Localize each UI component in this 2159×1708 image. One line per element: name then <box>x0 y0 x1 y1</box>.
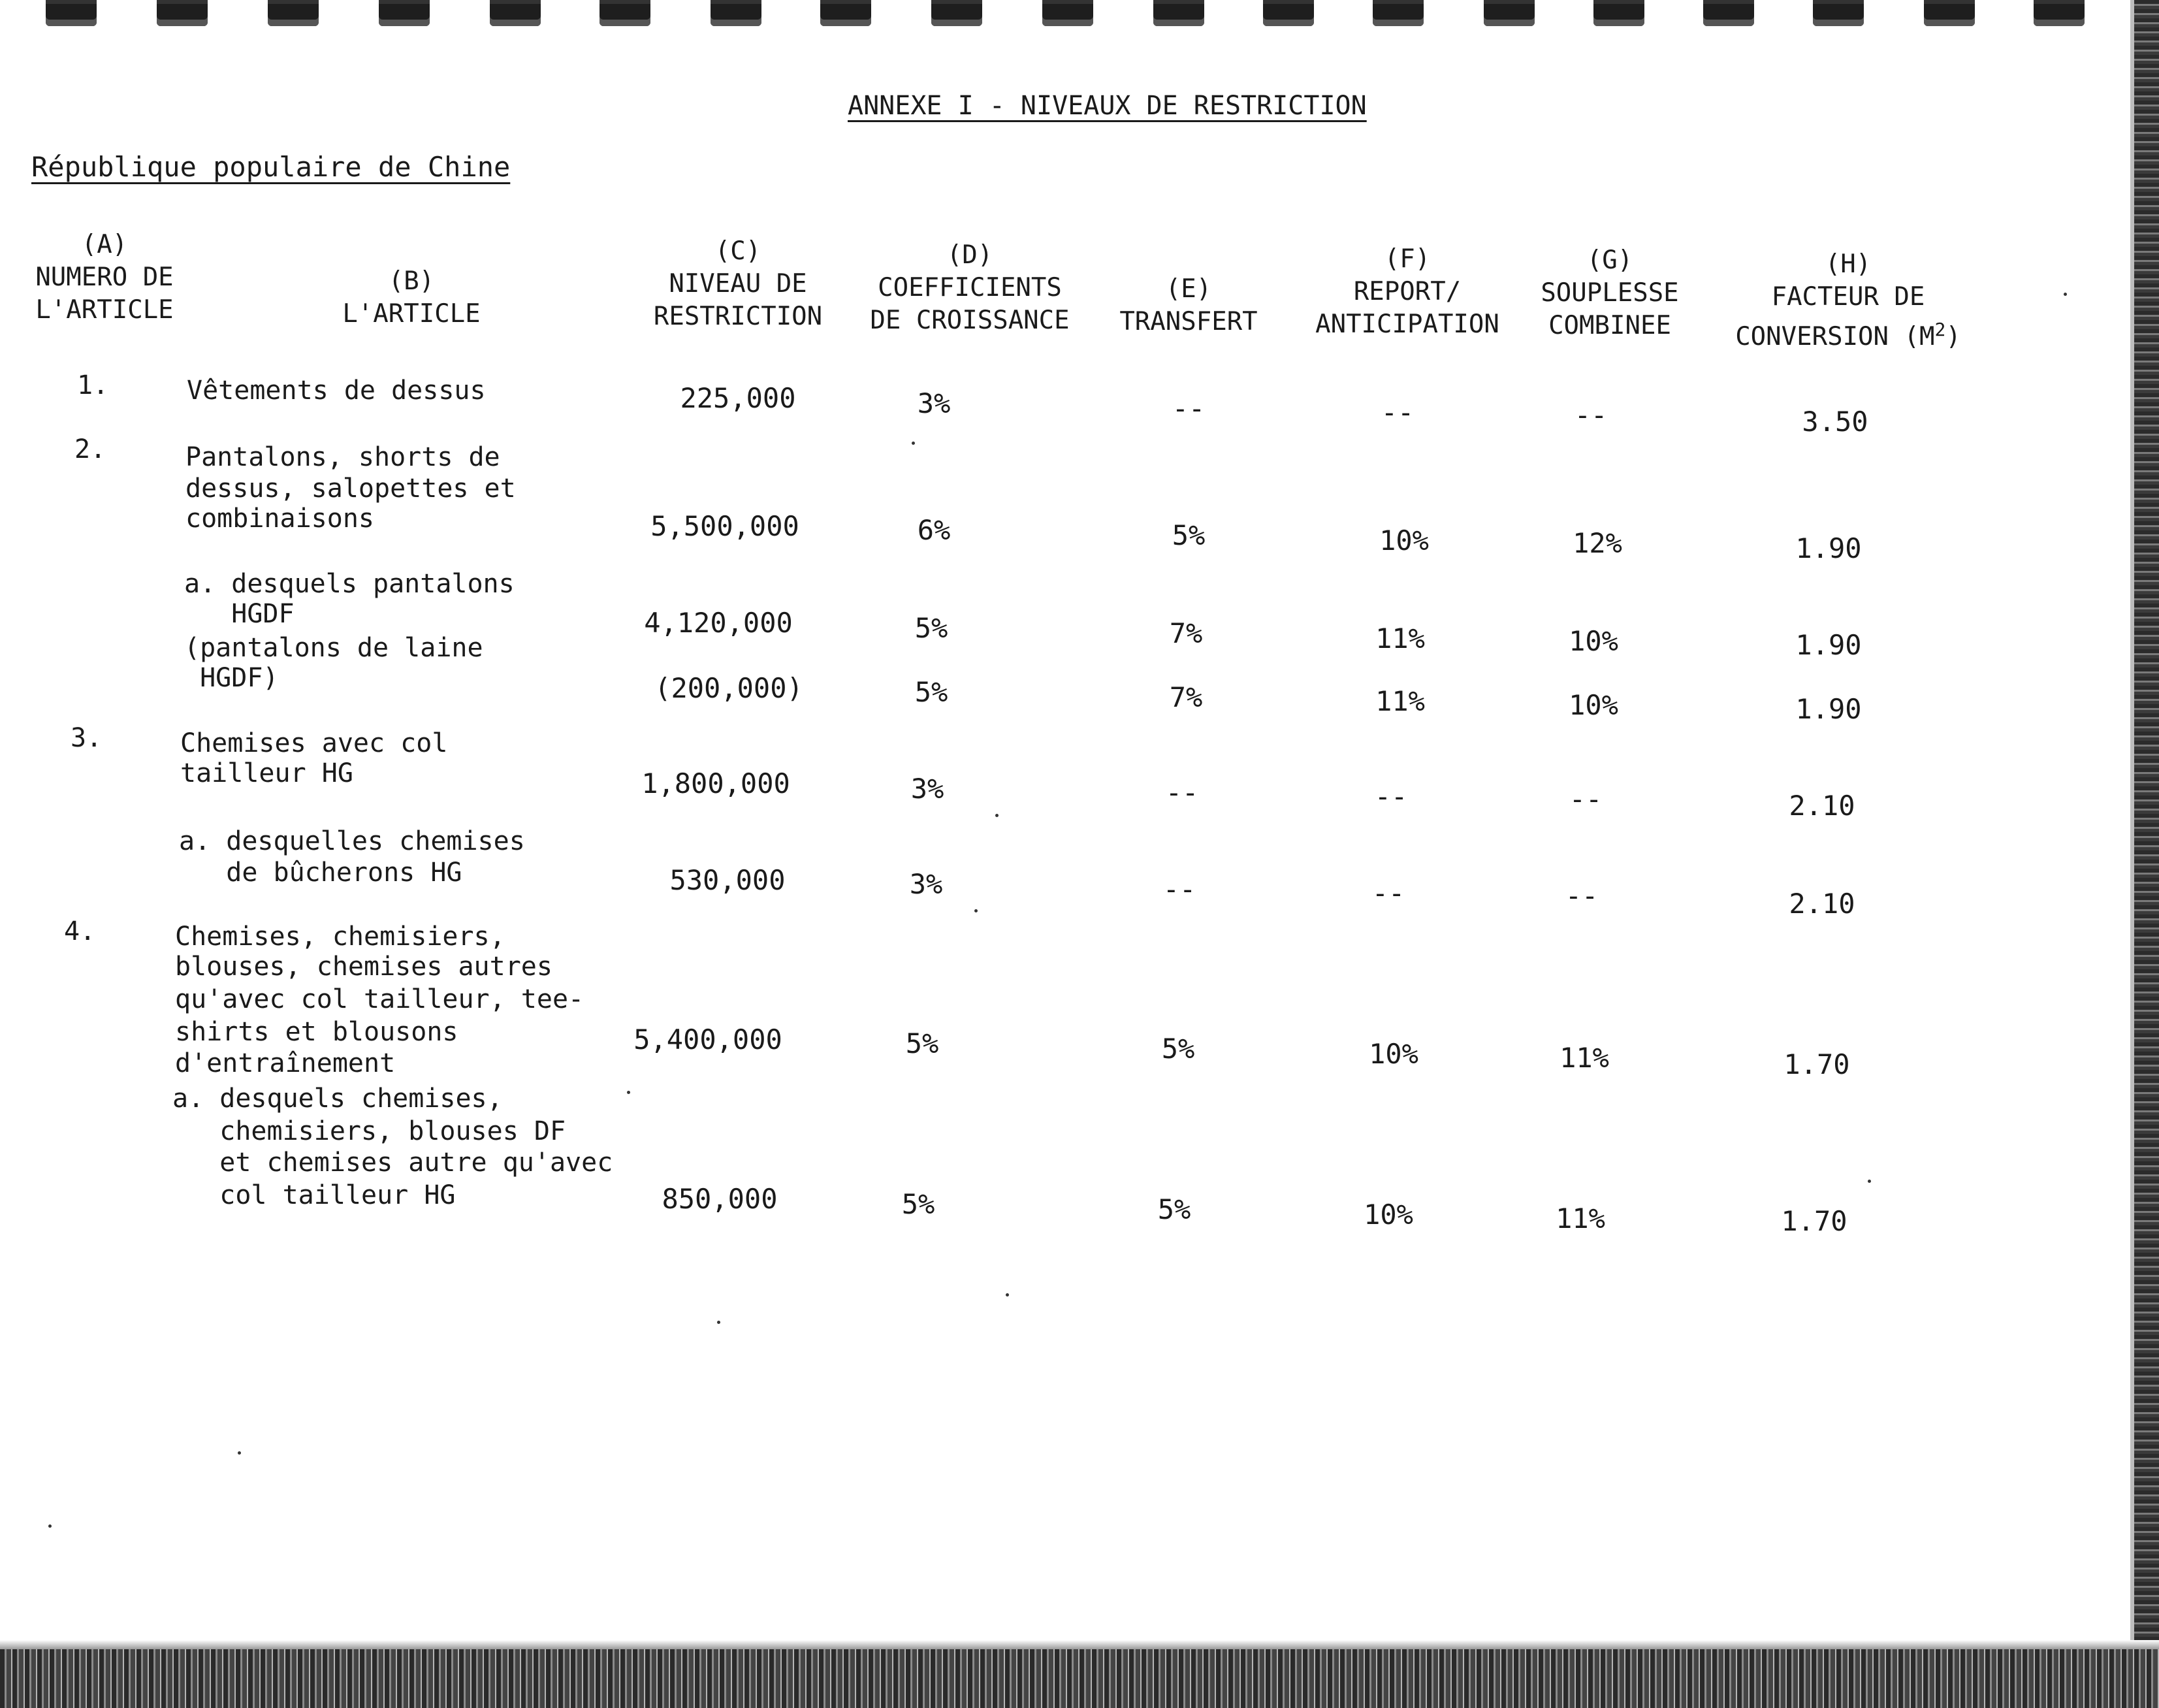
row-1-c: 225,000 <box>680 382 796 414</box>
header-d-code: (D) <box>946 240 993 270</box>
header-b <box>300 265 522 330</box>
row-4a-d: 5% <box>901 1188 935 1220</box>
row-1-g: -- <box>1574 399 1608 431</box>
row-1-h: 3.50 <box>1802 406 1868 438</box>
row-2b-h: 1.90 <box>1795 693 1862 725</box>
row-4a-g: 11% <box>1556 1202 1605 1234</box>
row-1-f: -- <box>1381 396 1415 428</box>
row-4a-e: 5% <box>1157 1193 1191 1225</box>
row-4-c: 5,400,000 <box>633 1023 782 1055</box>
header-f <box>1300 243 1515 341</box>
header-e <box>1104 273 1273 338</box>
row-4-f: 10% <box>1369 1038 1418 1070</box>
row-2b-desc-line: HGDF) <box>184 663 279 693</box>
row-3-h: 2.10 <box>1789 790 1855 822</box>
row-3a-h: 2.10 <box>1789 888 1855 920</box>
header-d-label: COEFFICIENTS <box>878 273 1062 302</box>
row-4-g: 11% <box>1559 1042 1609 1074</box>
header-c-label: RESTRICTION <box>653 302 823 331</box>
scan-speck <box>1006 1293 1009 1297</box>
header-g-label: COMBINEE <box>1548 311 1671 340</box>
row-3a-g: -- <box>1565 880 1599 912</box>
row-4a-desc-line: a. desquels chemises, <box>172 1084 503 1114</box>
row-4a-f: 10% <box>1364 1199 1413 1231</box>
row-4-desc-line: Chemises, chemisiers, <box>175 922 505 952</box>
row-4-d: 5% <box>905 1027 939 1059</box>
header-f-code: (F) <box>1384 244 1431 274</box>
row-2b-g: 10% <box>1569 689 1618 721</box>
scan-right-border <box>2134 0 2159 1646</box>
row-3a-e: -- <box>1162 873 1196 905</box>
row-2-desc-line: dessus, salopettes et <box>185 474 516 504</box>
row-4a-h: 1.70 <box>1781 1205 1847 1237</box>
row-3-number: 3. <box>71 723 103 753</box>
row-2-desc-line: Pantalons, shorts de <box>185 442 500 472</box>
header-c-label: NIVEAU DE <box>669 269 807 298</box>
row-4-desc-line: d'entraînement <box>175 1048 396 1078</box>
header-g-code: (G) <box>1586 246 1633 275</box>
row-2-d: 6% <box>917 514 951 546</box>
row-4-number: 4. <box>64 916 96 946</box>
row-2-h: 1.90 <box>1795 532 1862 564</box>
spiral-binding <box>0 0 2109 29</box>
header-e-code: (E) <box>1165 274 1212 304</box>
row-2a-e: 7% <box>1169 617 1203 649</box>
row-1-number: 1. <box>77 370 109 400</box>
row-3-e: -- <box>1165 777 1199 809</box>
row-4-desc-line: qu'avec col tailleur, tee- <box>175 984 584 1014</box>
header-a-label: L'ARTICLE <box>35 295 174 325</box>
row-2b-d: 5% <box>914 676 948 708</box>
row-2a-desc-line: a. desquels pantalons <box>184 569 515 599</box>
header-h-label-text: CONVERSION (M <box>1735 322 1935 351</box>
header-d <box>856 239 1084 337</box>
row-2a-d: 5% <box>914 612 948 644</box>
row-4-desc-line: shirts et blousons <box>175 1017 458 1047</box>
scan-speck <box>1868 1180 1871 1183</box>
header-e-label: TRANSFERT <box>1119 307 1258 336</box>
header-c-code: (C) <box>714 236 761 266</box>
row-2-e: 5% <box>1172 519 1206 551</box>
header-g <box>1522 244 1698 342</box>
header-h-label-close: ) <box>1945 322 1961 351</box>
header-f-label: ANTICIPATION <box>1315 310 1499 339</box>
row-3-c: 1,800,000 <box>641 767 790 799</box>
row-2-f: 10% <box>1379 524 1429 556</box>
header-f-label: REPORT/ <box>1353 277 1462 306</box>
scan-speck <box>627 1091 630 1094</box>
header-g-label: SOUPLESSE <box>1541 278 1679 308</box>
row-3-d: 3% <box>910 773 944 805</box>
row-4a-desc-line: col tailleur HG <box>172 1180 456 1210</box>
page-shadow <box>0 1640 2159 1649</box>
scan-speck <box>717 1321 720 1324</box>
row-4-h: 1.70 <box>1783 1048 1850 1080</box>
scan-speck <box>2064 293 2067 296</box>
header-d-label: DE CROISSANCE <box>870 306 1070 335</box>
scan-speck <box>995 814 999 817</box>
header-h <box>1724 248 1972 353</box>
header-h-superscript: 2 <box>1934 319 1946 340</box>
row-2b-c: (200,000) <box>654 672 803 704</box>
row-4a-c: 850,000 <box>662 1183 778 1215</box>
row-2a-c: 4,120,000 <box>644 607 793 639</box>
row-4a-desc-line: et chemises autre qu'avec <box>172 1148 613 1178</box>
row-2-g: 12% <box>1573 527 1622 559</box>
row-3a-c: 530,000 <box>669 864 786 896</box>
scan-speck <box>912 442 915 445</box>
row-3a-desc-line: a. desquelles chemises <box>179 826 525 856</box>
row-2a-g: 10% <box>1569 625 1618 657</box>
scan-speck <box>974 909 978 912</box>
row-3a-d: 3% <box>909 868 943 900</box>
row-2b-e: 7% <box>1169 681 1203 713</box>
row-4a-desc-line: chemisiers, blouses DF <box>172 1116 566 1146</box>
scan-speck <box>238 1451 241 1455</box>
header-a-code: (A) <box>81 230 128 259</box>
row-2a-desc-line: HGDF <box>184 599 295 629</box>
header-a <box>20 229 189 327</box>
header-b-label: L'ARTICLE <box>342 299 481 329</box>
row-4-desc-line: blouses, chemises autres <box>175 952 552 982</box>
header-c <box>627 235 849 333</box>
scan-bottom-border <box>0 1649 2159 1708</box>
scan-speck <box>48 1524 52 1528</box>
row-1-d: 3% <box>917 387 951 419</box>
row-3a-desc-line: de bûcherons HG <box>179 858 462 888</box>
row-3-desc-line: Chemises avec col <box>180 728 448 758</box>
row-4-e: 5% <box>1161 1033 1195 1065</box>
header-b-code: (B) <box>388 266 435 296</box>
row-2a-h: 1.90 <box>1795 629 1862 661</box>
row-3-g: -- <box>1569 783 1603 815</box>
row-2-number: 2. <box>74 434 106 464</box>
header-a-label: NUMERO DE <box>35 263 174 292</box>
row-3a-f: -- <box>1371 877 1405 909</box>
annex-title: ANNEXE I - NIVEAUX DE RESTRICTION <box>848 91 1367 121</box>
row-2-desc-line: combinaisons <box>185 504 374 534</box>
row-2b-desc-line: (pantalons de laine <box>184 633 483 663</box>
country-heading: République populaire de Chine <box>31 151 511 183</box>
header-h-code: (H) <box>1825 250 1872 279</box>
row-3-f: -- <box>1374 781 1408 813</box>
row-1-e: -- <box>1172 393 1206 425</box>
row-2a-f: 11% <box>1375 622 1425 654</box>
row-2b-f: 11% <box>1375 685 1425 717</box>
row-2-c: 5,500,000 <box>650 510 799 542</box>
row-3-desc-line: tailleur HG <box>180 758 353 788</box>
header-h-label: FACTEUR DE <box>1771 282 1925 312</box>
row-1-desc: Vêtements de dessus <box>187 376 486 406</box>
header-h-label <box>1724 314 1972 353</box>
